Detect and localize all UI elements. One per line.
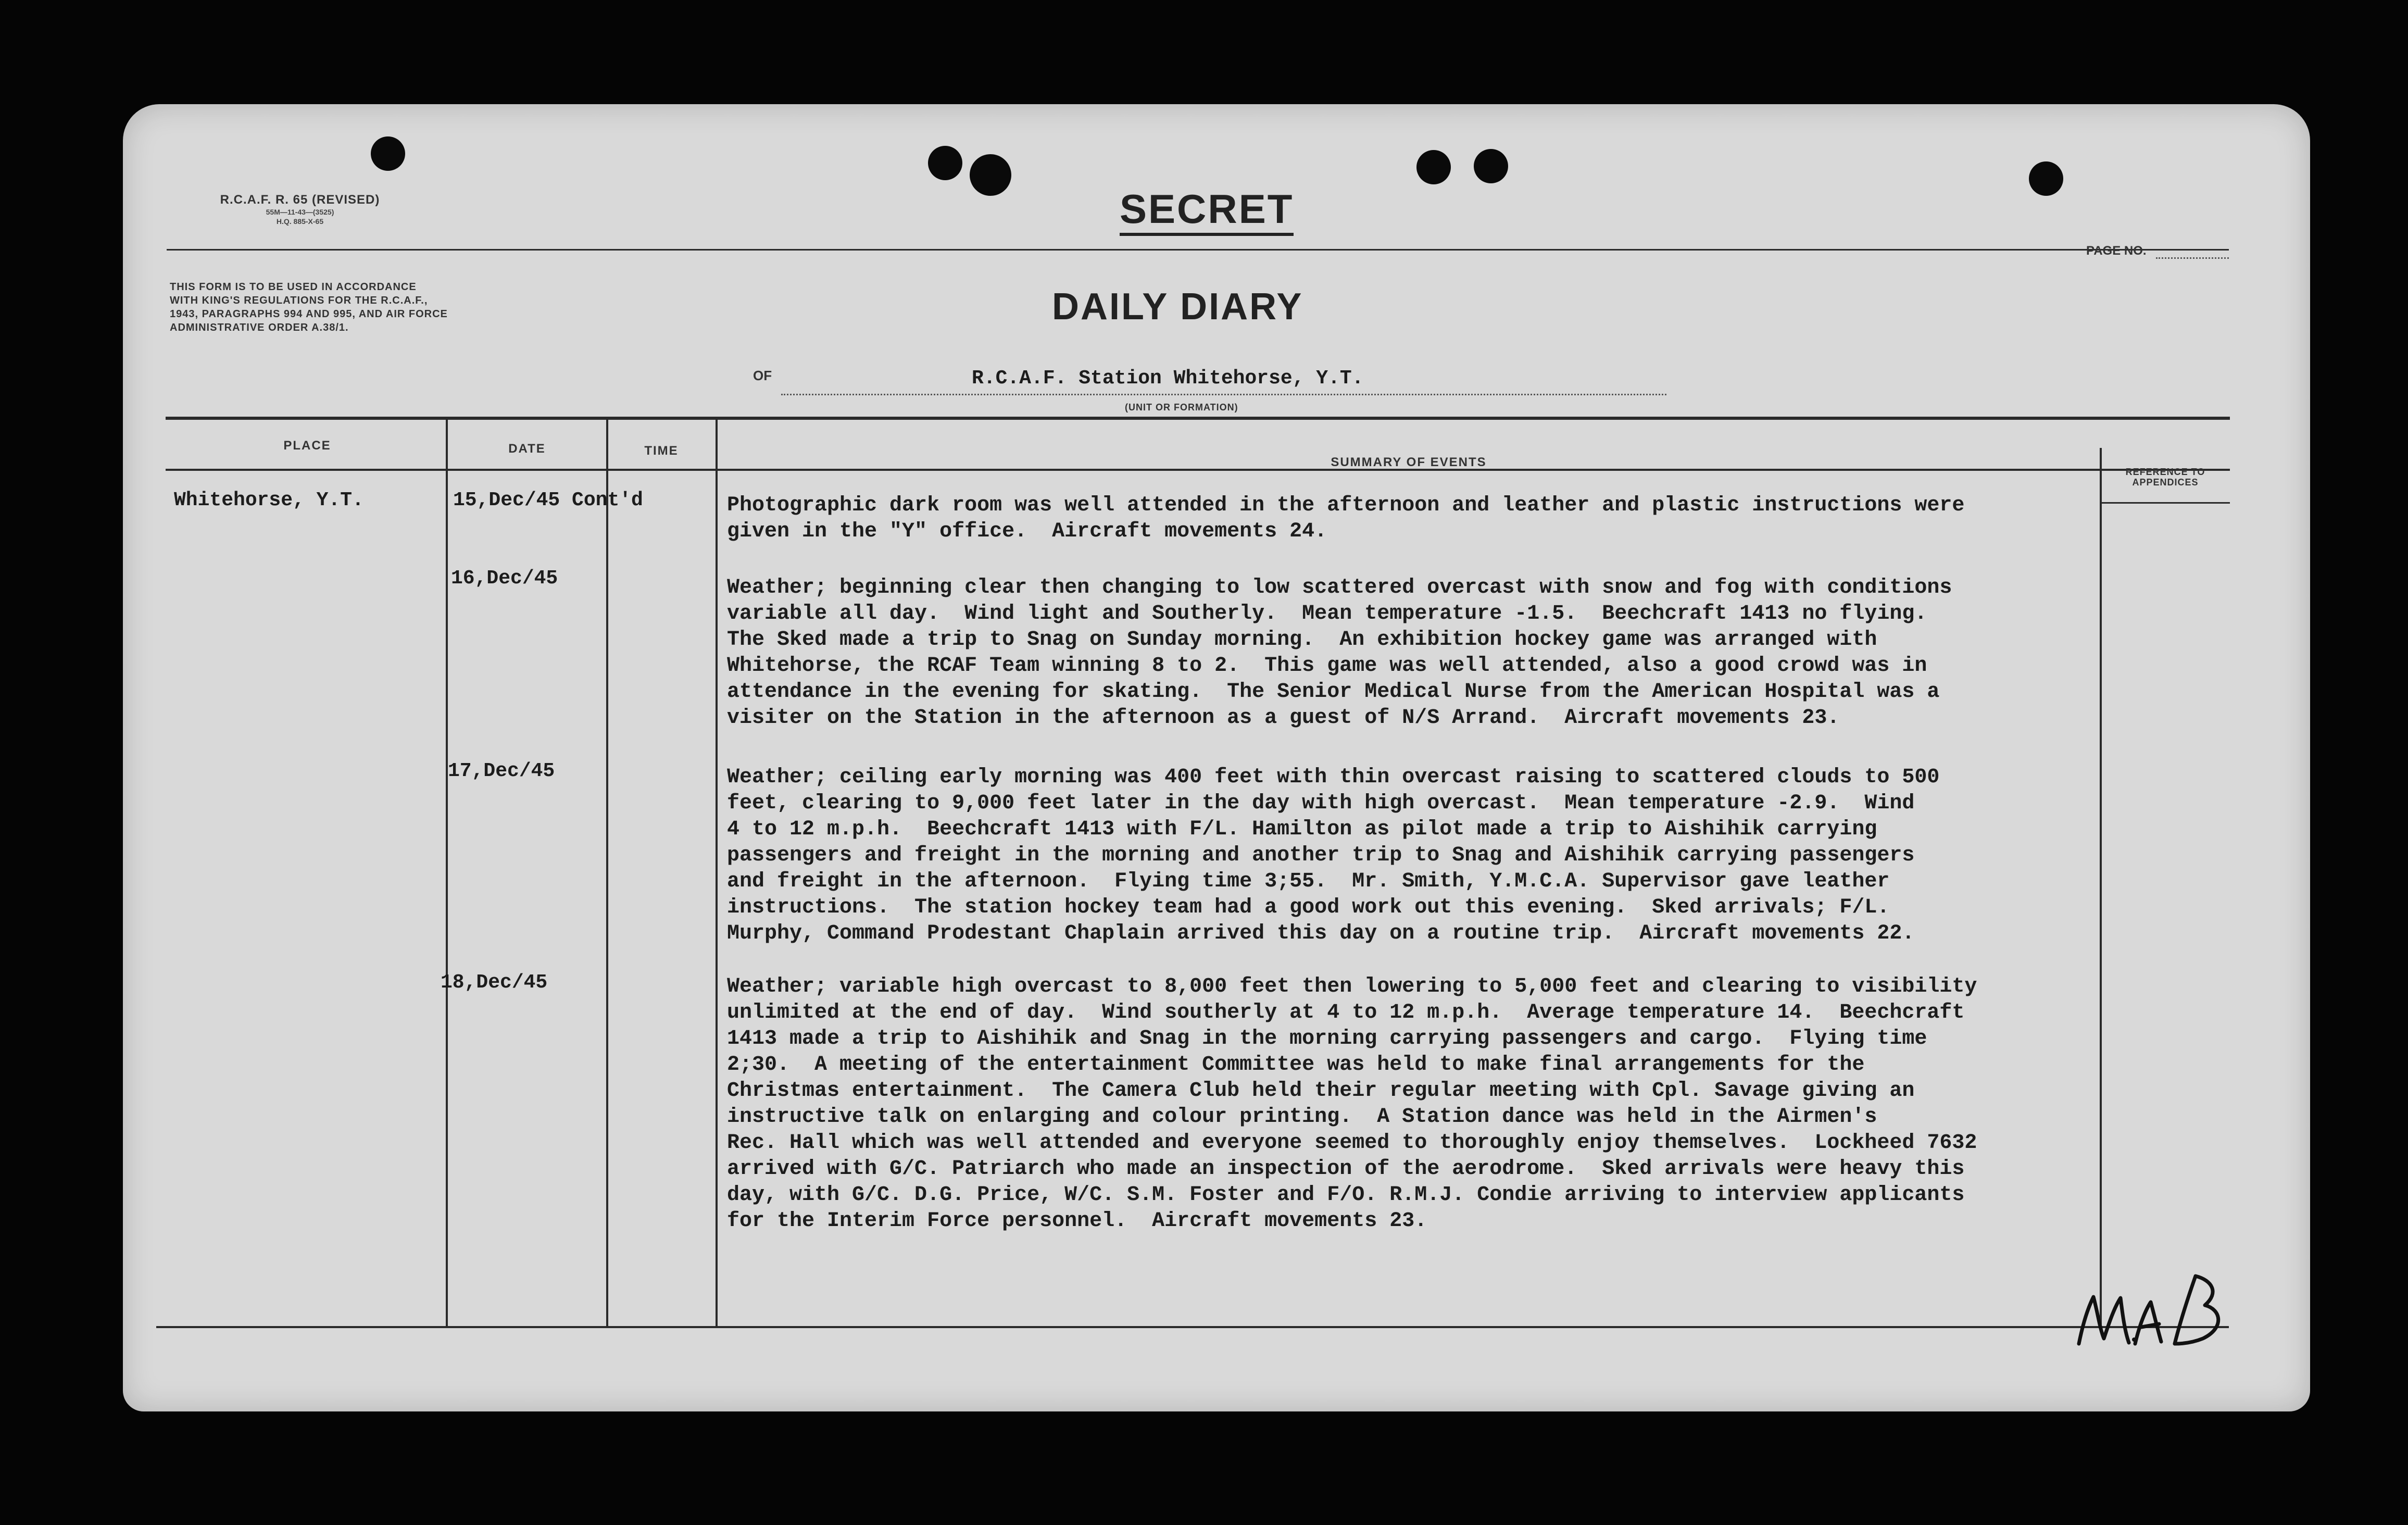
summary-line: Rec. Hall which was well attended and everyone seemed to thoroughly enjoy themselves. Lockheed 7632 — [727, 1131, 1977, 1155]
summary-line: passengers and freight in the morning and another trip to Snag and Aishihik carrying passengers — [727, 844, 1915, 867]
entry-date: 18,Dec/45 — [441, 971, 548, 994]
handwritten-initials — [2073, 1266, 2239, 1354]
col-header-date: DATE — [508, 442, 546, 456]
summary-line: Weather; beginning clear then changing to low scattered overcast with snow and fog with conditions — [727, 576, 1952, 599]
unit-line — [781, 394, 1666, 395]
col-divider — [2100, 448, 2102, 1326]
page-no-line — [2156, 257, 2229, 259]
summary-line: Weather; ceiling early morning was 400 feet with thin overcast raising to scattered clouds to 500 — [727, 766, 1940, 789]
summary-line: instructive talk on enlarging and colour printing. A Station dance was held in the Airmen's — [727, 1105, 1877, 1129]
col-header-time: TIME — [644, 444, 679, 458]
col-divider — [446, 419, 448, 1326]
table-top-rule — [166, 417, 2230, 420]
binder-hole — [1416, 150, 1451, 184]
col-header-place: PLACE — [283, 439, 331, 453]
col-divider — [716, 419, 718, 1326]
instruction-line: WITH KING'S REGULATIONS FOR THE R.C.A.F., — [170, 295, 428, 306]
entry-summary — [727, 575, 2060, 731]
summary-line: Murphy, Command Prodestant Chaplain arrived this day on a routine trip. Aircraft movements 22. — [727, 922, 1915, 945]
of-label: OF — [753, 368, 772, 383]
secret-stamp-wrap — [1120, 185, 1294, 233]
col-divider — [606, 419, 608, 1326]
binder-hole — [1474, 149, 1508, 183]
summary-line: and freight in the afternoon. Flying time 3;55. Mr. Smith, Y.M.C.A. Supervisor gave leather — [727, 870, 1890, 893]
binder-hole — [371, 136, 405, 171]
entry-date: 15,Dec/45 Cont'd — [453, 489, 643, 511]
summary-line: arrived with G/C. Patriarch who made an inspection of the aerodrome. Sked arrivals were heavy this — [727, 1157, 1965, 1181]
summary-line: Whitehorse, the RCAF Team winning 8 to 2. This game was well attended, also a good crowd was in — [727, 654, 1927, 678]
table-bottom-rule — [156, 1326, 2229, 1328]
binder-hole — [928, 146, 962, 180]
entry-summary — [727, 974, 2060, 1234]
entry-summary — [727, 765, 2060, 947]
summary-line: feet, clearing to 9,000 feet later in the day with high overcast. Mean temperature -2.9. Wind — [727, 792, 1915, 815]
summary-line: attendance in the evening for skating. The Senior Medical Nurse from the American Hospital was a — [727, 680, 1940, 704]
summary-line: 1413 made a trip to Aishihik and Snag in the morning carrying passengers and cargo. Flying time — [727, 1027, 1927, 1051]
form-code-sub: 55M—11-43—(3525) — [266, 208, 334, 216]
entry-summary — [727, 493, 2060, 545]
form-code-sub: H.Q. 885-X-65 — [276, 217, 324, 226]
form-code: R.C.A.F. R. 65 (REVISED) — [220, 193, 380, 207]
diary-title: DAILY DIARY — [1052, 286, 1303, 328]
secret-heading: SECRET — [1120, 186, 1294, 236]
summary-line: given in the "Y" office. Aircraft movements 24. — [727, 520, 1327, 543]
summary-line: Photographic dark room was well attended in the afternoon and leather and plastic instructions were — [727, 494, 1965, 517]
summary-line: variable all day. Wind light and Southerly. Mean temperature -1.5. Beechcraft 1413 no flying. — [727, 602, 1927, 626]
summary-line: for the Interim Force personnel. Aircraft movements 23. — [727, 1209, 1427, 1233]
col-header-summary: SUMMARY OF EVENTS — [1331, 455, 1487, 469]
instruction-line: THIS FORM IS TO BE USED IN ACCORDANCE — [170, 281, 417, 293]
binder-hole — [2029, 161, 2063, 196]
binder-hole — [970, 154, 1011, 196]
entry-date: 16,Dec/45 — [451, 567, 558, 590]
header-rule — [167, 249, 2229, 251]
col-header-reference: REFERENCE TO APPENDICES — [2125, 467, 2205, 488]
summary-line: unlimited at the end of day. Wind southerly at 4 to 12 m.p.h. Average temperature 14. Beechcraft — [727, 1001, 1965, 1024]
ref-header-rule — [2100, 502, 2230, 504]
summary-line: day, with G/C. D.G. Price, W/C. S.M. Foster and F/O. R.M.J. Condie arriving to interview applicants — [727, 1183, 1965, 1207]
place-cell: Whitehorse, Y.T. — [174, 489, 364, 511]
instruction-line: 1943, PARAGRAPHS 994 AND 995, AND AIR FORCE — [170, 308, 448, 320]
summary-line: visiter on the Station in the afternoon as a guest of N/S Arrand. Aircraft movements 23. — [727, 706, 1840, 730]
form-code-block — [185, 193, 415, 226]
entry-date: 17,Dec/45 — [448, 760, 555, 782]
instruction-line: ADMINISTRATIVE ORDER A.38/1. — [170, 322, 349, 333]
unit-caption: (UNIT OR FORMATION) — [1125, 402, 1238, 413]
summary-line: The Sked made a trip to Snag on Sunday morning. An exhibition hockey game was arranged with — [727, 628, 1877, 652]
summary-line: Weather; variable high overcast to 8,000 feet then lowering to 5,000 feet and clearing to visibility — [727, 975, 1977, 998]
summary-line: 2;30. A meeting of the entertainment Committee was held to make final arrangements for the — [727, 1053, 1865, 1077]
form-instructions — [170, 280, 566, 334]
page-no-label: PAGE NO. — [2086, 244, 2147, 258]
summary-line: 4 to 12 m.p.h. Beechcraft 1413 with F/L. Hamilton as pilot made a trip to Aishihik carrying — [727, 818, 1877, 841]
unit-name: R.C.A.F. Station Whitehorse, Y.T. — [972, 367, 1364, 390]
summary-line: instructions. The station hockey team had a good work out this evening. Sked arrivals; F/L. — [727, 896, 1890, 919]
summary-line: Christmas entertainment. The Camera Club held their regular meeting with Cpl. Savage giving an — [727, 1079, 1915, 1103]
